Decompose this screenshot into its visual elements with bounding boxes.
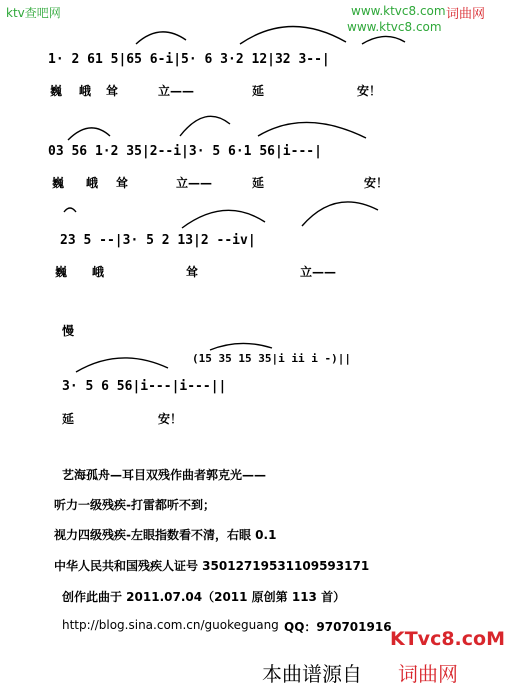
line-2-lyric-2: 峨 xyxy=(86,176,99,190)
created-line: 创作此曲于 2011.07.04（2011 原创第 113 首） xyxy=(62,590,346,604)
score-line-4-notes: 3· 5 6 56|i---|i---|| xyxy=(62,379,227,394)
watermark-site-top: 词曲网 xyxy=(446,7,486,22)
line-1-lyric-4: 立—— xyxy=(158,84,195,98)
vision-line: 视力四级残疾-左眼指数看不清，右眼 0.1 xyxy=(54,528,277,542)
score-line-3-notes: 23 5 --|3· 5 2 13|2 --iv| xyxy=(60,233,256,248)
line-3-lyric-1: 巍 xyxy=(55,265,68,279)
watermark-logo: KTvc8.coM xyxy=(390,628,505,650)
tempo-mark: 慢 xyxy=(62,324,75,338)
line-3-lyric-3: 耸 xyxy=(186,265,199,279)
line-2-lyric-4: 立—— xyxy=(176,176,213,190)
line-4-lyric-1: 延 xyxy=(62,412,75,426)
line-2-lyric-3: 耸 xyxy=(116,176,129,190)
line-1-lyric-2: 峨 xyxy=(79,84,92,98)
footer-source-label: 本曲谱源自 xyxy=(262,662,362,686)
watermark-url-second: www.ktvc8.com xyxy=(347,20,442,34)
line-1-lyric-6: 安！ xyxy=(357,84,382,98)
qq-line: QQ：970701916 xyxy=(284,620,392,634)
cert-line: 中华人民共和国残疾人证号 35012719531109593171 xyxy=(54,559,370,573)
line-3-lyric-2: 峨 xyxy=(92,265,105,279)
author-line: 艺海孤舟—耳目双残作曲者郭克光—— xyxy=(62,468,267,482)
watermark-url-top: www.ktvc8.com xyxy=(351,4,446,18)
hearing-line: 听力一级残疾-打雷都听不到； xyxy=(54,498,215,512)
line-1-lyric-3: 耸 xyxy=(106,84,119,98)
line-4-lyric-2: 安！ xyxy=(158,412,183,426)
line-3-lyric-4: 立—— xyxy=(300,265,337,279)
score-line-1-notes: 1· 2 61 5|65 6-i|5· 6 3·2 12|32 3--| xyxy=(48,52,330,67)
watermark-top-left: ktv查吧网 xyxy=(6,6,61,20)
blog-link[interactable]: http://blog.sina.com.cn/guokeguang xyxy=(62,618,279,632)
score-line-4-upper-notes: (15 35 15 35|i ii i -)|| xyxy=(192,352,351,365)
line-2-lyric-6: 安！ xyxy=(364,176,389,190)
line-2-lyric-5: 延 xyxy=(252,176,265,190)
line-1-lyric-1: 巍 xyxy=(50,84,63,98)
line-2-lyric-1: 巍 xyxy=(52,176,65,190)
score-line-2-notes: 03 56 1·2 35|2--i|3· 5 6·1 56|i---| xyxy=(48,144,322,159)
line-1-lyric-5: 延 xyxy=(252,84,265,98)
footer-source-site[interactable]: 词曲网 xyxy=(398,662,458,686)
